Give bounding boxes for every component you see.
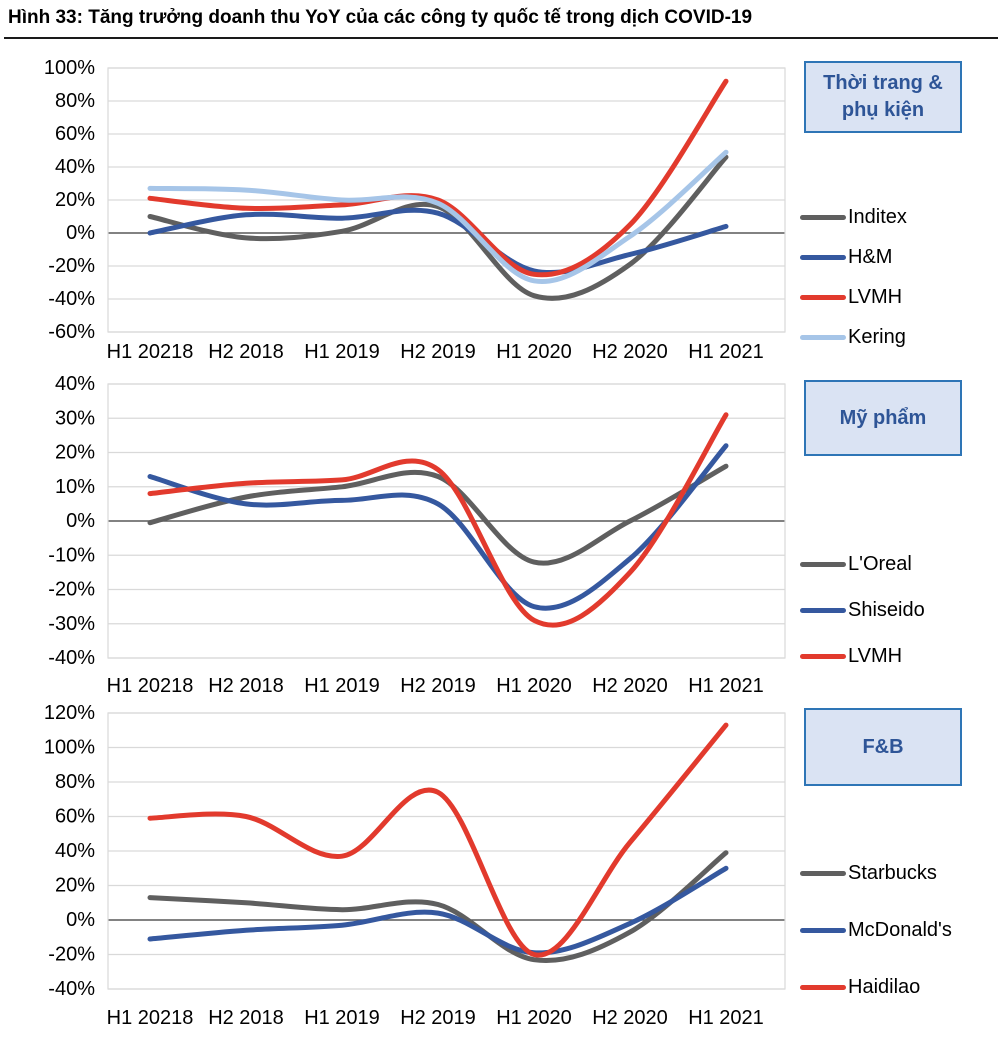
y-axis-tick-label: 40%	[54, 373, 95, 395]
legend-swatch-inditex	[800, 215, 846, 220]
chart-canvas	[0, 55, 800, 367]
y-axis-tick-label: 60%	[54, 805, 95, 828]
x-axis-tick-label: H1 2020	[496, 341, 572, 363]
y-axis-tick-label: -10%	[48, 544, 95, 567]
legend-label: Kering	[848, 325, 906, 348]
legend-item	[800, 959, 1000, 1016]
y-axis-tick-label: 30%	[54, 407, 95, 430]
y-axis-tick-label: 20%	[54, 441, 95, 464]
x-axis-tick-label: H2 2020	[592, 341, 668, 363]
legend-label: Shiseido	[848, 598, 925, 621]
x-axis-tick-label: H1 2021	[688, 675, 764, 697]
legend-item	[800, 197, 1000, 237]
y-axis-tick-label: 120%	[43, 702, 95, 724]
x-axis-tick-label: H2 2019	[400, 675, 476, 697]
series-line-lvmh	[150, 415, 726, 625]
series-line-mcdonald-s	[150, 868, 726, 953]
legend-swatch-kering	[800, 335, 846, 340]
category-box: F&B	[804, 708, 962, 786]
y-axis-tick-label: 20%	[54, 189, 95, 211]
x-axis-tick-label: H1 2020	[496, 675, 572, 697]
series-line-starbucks	[150, 853, 726, 961]
chart-panel-fashion	[0, 55, 1004, 367]
y-axis-tick-label: -20%	[48, 943, 95, 966]
legend-swatch-lvmh	[800, 295, 846, 300]
series-line-lvmh	[150, 81, 726, 275]
y-axis-tick-label: 20%	[54, 874, 95, 897]
y-axis-tick-label: 0%	[66, 909, 95, 931]
category-box: Mỹ phẩm	[804, 380, 962, 456]
y-axis-tick-label: -20%	[48, 255, 95, 277]
legend-label: Starbucks	[848, 862, 937, 884]
x-axis-tick-label: H2 2019	[400, 1007, 476, 1029]
y-axis-tick-label: 10%	[54, 475, 95, 498]
legend-label: LVMH	[848, 285, 903, 308]
y-axis-tick-label: -20%	[48, 578, 95, 601]
y-axis-tick-label: -60%	[48, 321, 95, 343]
legend-item	[800, 317, 1000, 357]
legend-item	[800, 845, 1000, 902]
x-axis-tick-label: H2 2018	[208, 341, 284, 363]
figure-title: Hình 33: Tăng trưởng doanh thu YoY của các công ty quốc tế trong dịch COVID-19	[8, 7, 753, 28]
chart-canvas	[0, 370, 800, 700]
legend-item	[800, 237, 1000, 277]
x-axis-tick-label: H1 2019	[304, 675, 380, 697]
x-axis-tick-label: H2 2019	[400, 341, 476, 363]
chart-canvas	[0, 700, 800, 1042]
x-axis-tick-label: H1 20218	[106, 675, 194, 697]
y-axis-tick-label: 0%	[66, 222, 95, 244]
y-axis-tick-label: 60%	[54, 123, 95, 145]
x-axis-tick-label: H2 2020	[592, 675, 668, 697]
legend-item	[800, 541, 1000, 587]
y-axis-tick-label: 80%	[54, 90, 95, 112]
legend-swatch-shiseido	[800, 608, 846, 613]
x-axis-tick-label: H1 2021	[688, 341, 764, 363]
x-axis-tick-label: H1 2020	[496, 1007, 572, 1029]
title-divider	[4, 37, 998, 39]
y-axis-tick-label: 40%	[54, 156, 95, 178]
x-axis-tick-label: H2 2018	[208, 675, 284, 697]
x-axis-tick-label: H2 2020	[592, 1007, 668, 1029]
x-axis-tick-label: H1 2019	[304, 1007, 380, 1029]
legend-swatch-mcdonald-s	[800, 928, 846, 933]
legend-label: McDonald's	[848, 919, 952, 941]
y-axis-tick-label: -40%	[48, 647, 95, 669]
y-axis-tick-label: -40%	[48, 978, 95, 1000]
x-axis-tick-label: H1 20218	[106, 341, 194, 363]
chart-panel-cosmetics	[0, 370, 1004, 700]
y-axis-tick-label: 100%	[43, 736, 95, 759]
legend-swatch-lvmh	[800, 654, 846, 659]
legend-swatch-haidilao	[800, 985, 846, 990]
y-axis-tick-label: -40%	[48, 288, 95, 310]
legend	[800, 541, 1000, 679]
legend-item	[800, 587, 1000, 633]
legend-label: Haidilao	[848, 976, 921, 998]
x-axis-tick-label: H2 2018	[208, 1007, 284, 1029]
series-line-h-m	[150, 210, 726, 272]
x-axis-tick-label: H1 2019	[304, 341, 380, 363]
x-axis-tick-label: H1 2021	[688, 1007, 764, 1029]
legend-label: Inditex	[848, 205, 907, 228]
y-axis-tick-label: -30%	[48, 612, 95, 635]
legend-label: LVMH	[848, 644, 903, 667]
legend-swatch-starbucks	[800, 871, 846, 876]
legend	[800, 845, 1000, 1016]
y-axis-tick-label: 0%	[66, 510, 95, 532]
category-box: Thời trang & phụ kiện	[804, 61, 962, 133]
chart-panel-fnb	[0, 700, 1004, 1042]
y-axis-tick-label: 40%	[54, 840, 95, 862]
legend-swatch-l-oreal	[800, 562, 846, 567]
legend-label: L'Oreal	[848, 552, 912, 575]
legend-item	[800, 902, 1000, 959]
x-axis-tick-label: H1 20218	[106, 1007, 194, 1029]
y-axis-tick-label: 80%	[54, 771, 95, 793]
legend	[800, 197, 1000, 357]
legend-swatch-h-m	[800, 255, 846, 260]
y-axis-tick-label: 100%	[43, 57, 95, 79]
legend-item	[800, 277, 1000, 317]
legend-item	[800, 633, 1000, 679]
legend-label: H&M	[848, 245, 893, 268]
